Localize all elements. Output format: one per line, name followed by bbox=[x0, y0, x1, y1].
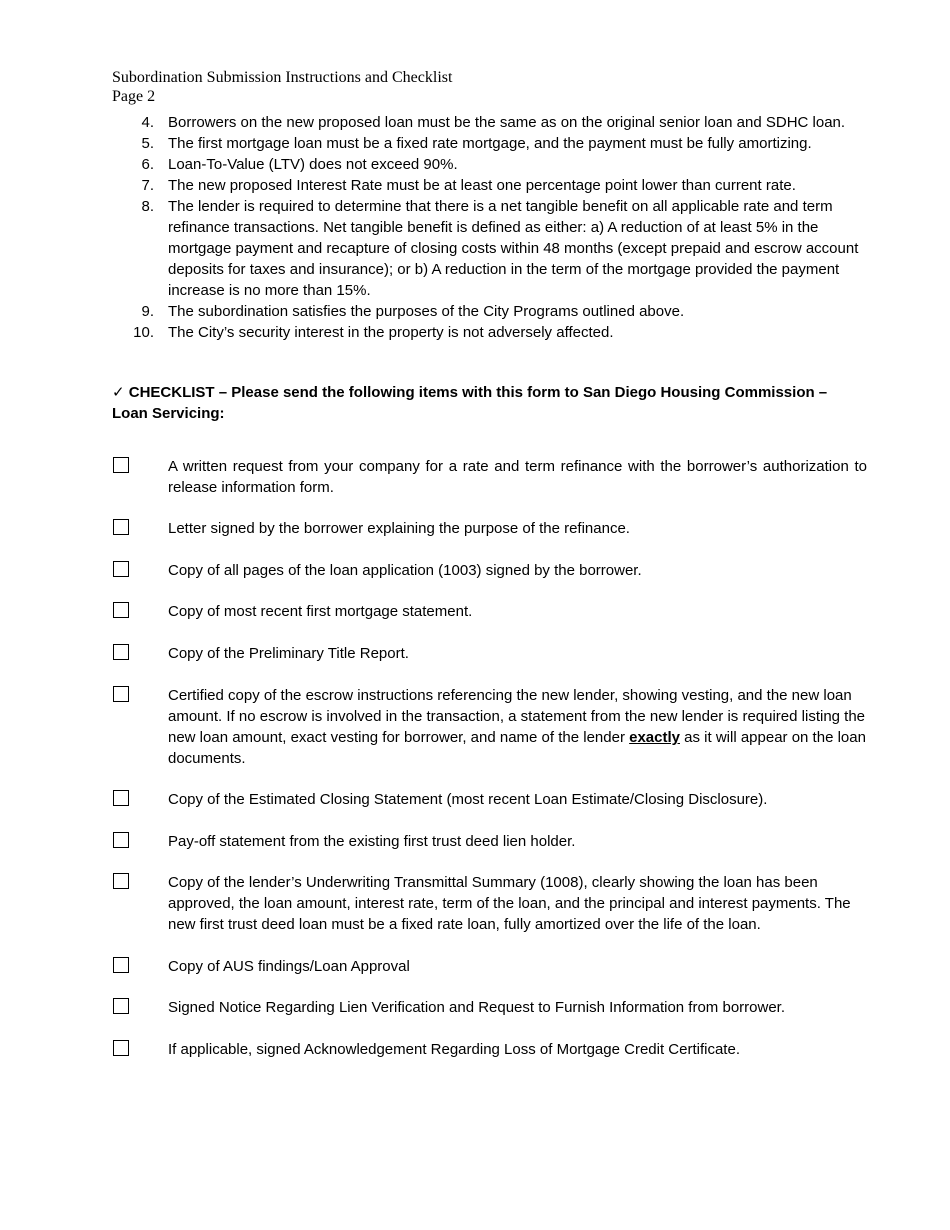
checkbox[interactable] bbox=[113, 873, 129, 889]
checkbox[interactable] bbox=[113, 790, 129, 806]
page-number: Page 2 bbox=[112, 88, 156, 105]
checklist-item-text: Copy of the lender’s Underwriting Transmittal Summary (1008), clearly showing the loan has been approved, the loan amount, interest rate, term of the loan, and the principal and interest payments. The new first trust deed loan must be a fixed rate loan, fully amortized over the life of the loan. bbox=[168, 874, 851, 933]
checklist-item bbox=[112, 601, 867, 622]
checklist-item bbox=[112, 518, 867, 539]
checklist-heading: ✓ CHECKLIST – Please send the following items with this form to San Diego Housing Commission – Loan Servicing: bbox=[112, 384, 828, 422]
checklist-item bbox=[112, 831, 867, 852]
checklist-item bbox=[112, 560, 867, 581]
checklist-item-text: Copy of the Estimated Closing Statement (most recent Loan Estimate/Closing Disclosure). bbox=[168, 791, 768, 808]
requirement-text: The new proposed Interest Rate must be at least one percentage point lower than current rate. bbox=[168, 177, 796, 194]
requirement-number: 4. bbox=[141, 114, 154, 131]
checklist-item-text bbox=[168, 685, 867, 769]
checkbox[interactable] bbox=[113, 561, 129, 577]
checkbox[interactable] bbox=[113, 519, 129, 535]
checkbox[interactable] bbox=[113, 457, 129, 473]
checkbox[interactable] bbox=[113, 832, 129, 848]
checklist-item-text: If applicable, signed Acknowledgement Regarding Loss of Mortgage Credit Certificate. bbox=[168, 1041, 740, 1058]
requirement-text: The City’s security interest in the property is not adversely affected. bbox=[168, 324, 614, 341]
checkbox[interactable] bbox=[113, 957, 129, 973]
checklist-item bbox=[112, 997, 867, 1018]
requirements-list bbox=[112, 112, 867, 343]
checklist-item-text: Copy of most recent first mortgage statement. bbox=[168, 603, 473, 620]
checklist-item-text-part: Certified copy of the escrow instructions referencing the new lender, showing vesting, and the new loan amount. If no escrow is involved in the transaction, a statement from the new lender is required listing the new loan amount, exact vesting for borrower, and name of the lender bbox=[168, 687, 866, 746]
checklist-item bbox=[112, 872, 867, 935]
checklist-item bbox=[112, 685, 867, 769]
requirement-item bbox=[112, 175, 867, 196]
checklist-item bbox=[112, 456, 867, 498]
checkbox[interactable] bbox=[113, 602, 129, 618]
checkbox[interactable] bbox=[113, 686, 129, 702]
requirement-number: 10. bbox=[133, 324, 154, 341]
checklist-item bbox=[112, 789, 867, 810]
checklist-item bbox=[112, 956, 867, 977]
requirement-number: 7. bbox=[141, 177, 154, 194]
checklist-item-text: A written request from your company for a rate and term refinance with the borrower’s authorization to release information form. bbox=[168, 458, 867, 496]
requirement-text: Loan-To-Value (LTV) does not exceed 90%. bbox=[168, 156, 458, 173]
requirement-number: 8. bbox=[141, 198, 154, 215]
requirement-number: 5. bbox=[141, 135, 154, 152]
checklist-item-text: Pay-off statement from the existing first trust deed lien holder. bbox=[168, 833, 576, 850]
checklist-item-text: Copy of all pages of the loan application (1003) signed by the borrower. bbox=[168, 562, 642, 579]
requirement-item bbox=[112, 133, 867, 154]
requirement-text: Borrowers on the new proposed loan must be the same as on the original senior loan and SDHC loan. bbox=[168, 114, 846, 131]
checkbox[interactable] bbox=[113, 1040, 129, 1056]
page-header bbox=[112, 68, 452, 106]
emphasis-exactly: exactly bbox=[629, 729, 680, 746]
checkbox[interactable] bbox=[113, 644, 129, 660]
checklist-item-text: Signed Notice Regarding Lien Verification and Request to Furnish Information from borrower. bbox=[168, 999, 785, 1016]
checklist-item-text: Letter signed by the borrower explaining the purpose of the refinance. bbox=[168, 520, 630, 537]
requirement-number: 6. bbox=[141, 156, 154, 173]
document-title: Subordination Submission Instructions and Checklist bbox=[112, 69, 453, 86]
checklist-item bbox=[112, 643, 867, 664]
checklist-item-text-part: as it will appear on the loan documents. bbox=[168, 729, 866, 767]
checklist-item-text: Copy of AUS findings/Loan Approval bbox=[168, 958, 410, 975]
requirement-text: The lender is required to determine that there is a net tangible benefit on all applicable rate and term refinance transactions. Net tangible benefit is defined as either: a) A reduction of at least 5% in the mortgage payment and recapture of closing costs within 48 months (except prepaid and escrow account deposits for taxes and insurance); or b) A reduction in the term of the mortgage provided the payment increase is no more than 15%. bbox=[168, 198, 859, 299]
checklist-item-text: Copy of the Preliminary Title Report. bbox=[168, 645, 409, 662]
requirement-item bbox=[112, 112, 867, 133]
requirement-item bbox=[112, 154, 867, 175]
requirement-item bbox=[112, 301, 867, 322]
requirement-item bbox=[112, 196, 867, 301]
requirement-text: The subordination satisfies the purposes of the City Programs outlined above. bbox=[168, 303, 685, 320]
requirement-number: 9. bbox=[141, 303, 154, 320]
checklist-item bbox=[112, 1039, 867, 1060]
requirement-text: The first mortgage loan must be a fixed rate mortgage, and the payment must be fully amortizing. bbox=[168, 135, 812, 152]
requirement-item bbox=[112, 322, 867, 343]
checkbox[interactable] bbox=[113, 998, 129, 1014]
